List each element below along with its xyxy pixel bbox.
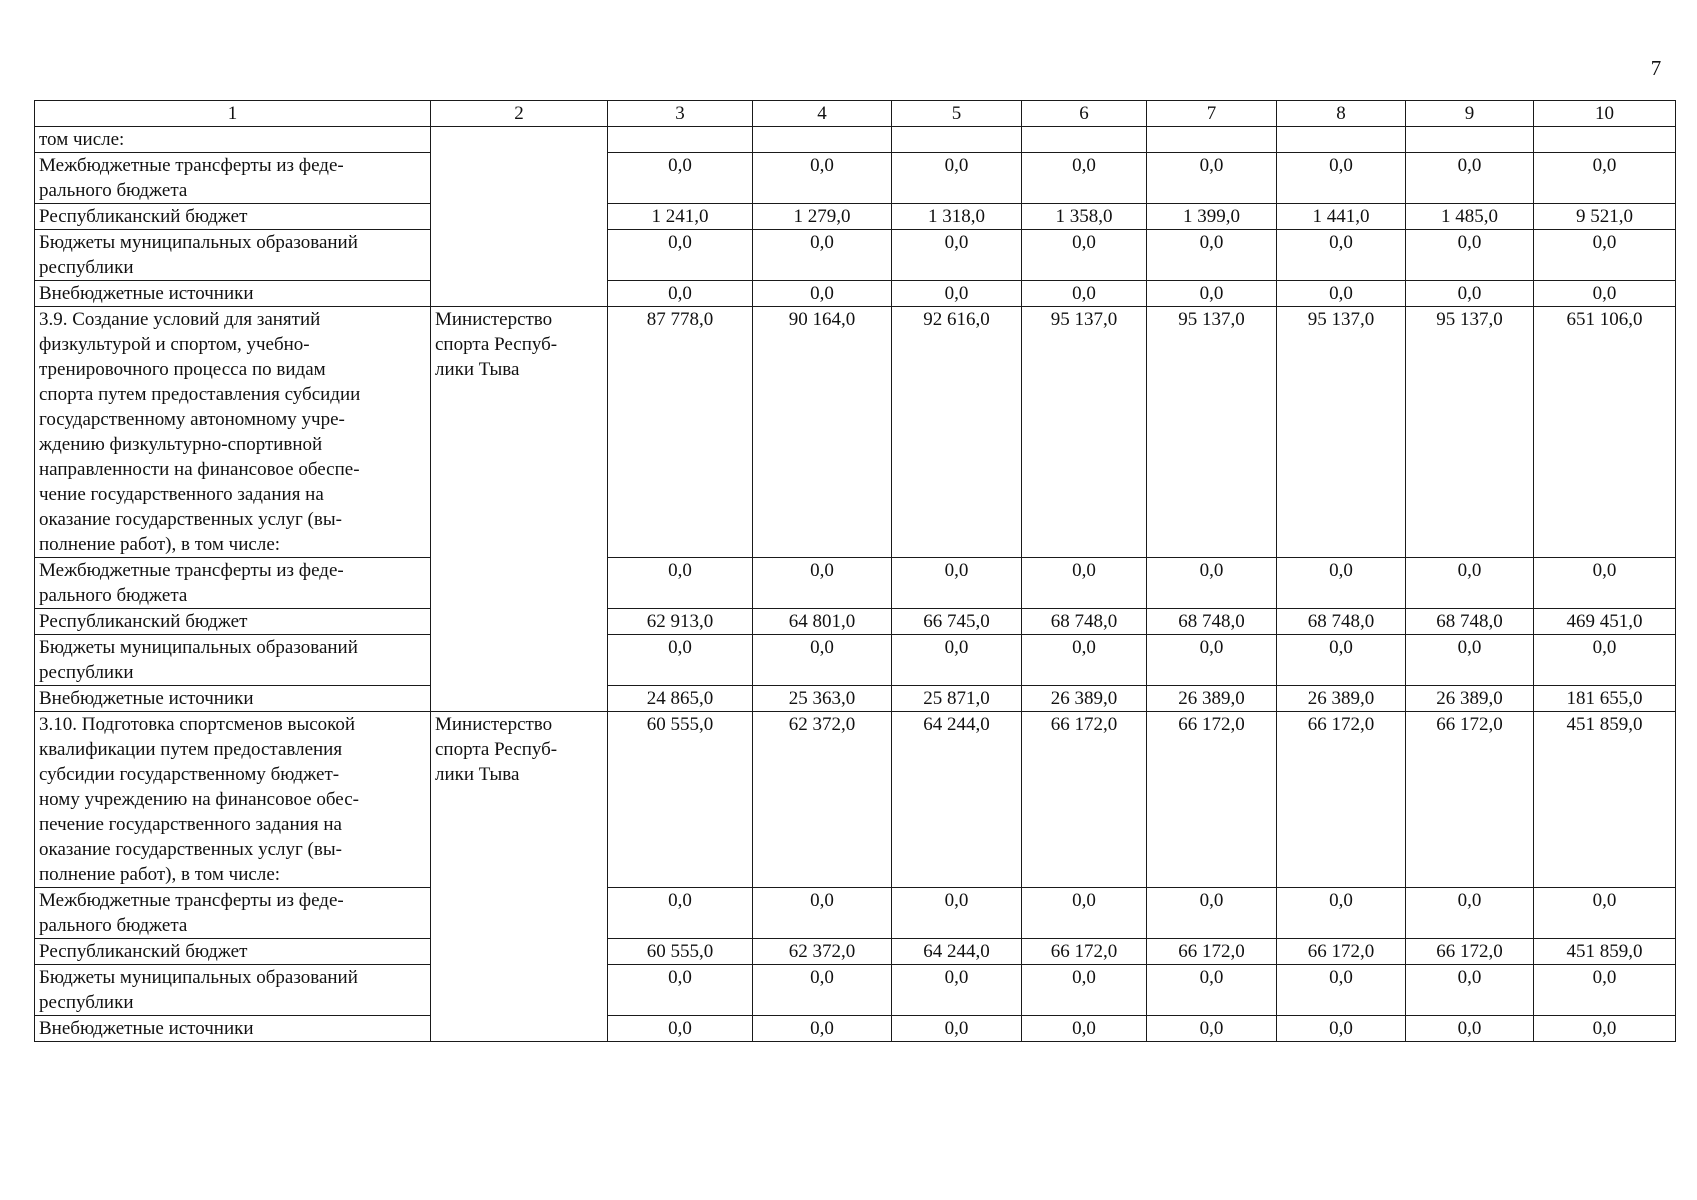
header-cell: 1: [35, 101, 431, 127]
header-cell: 9: [1406, 101, 1534, 127]
value-cell-col10: 181 655,0: [1534, 686, 1676, 712]
value-cell-col8: [1277, 127, 1406, 153]
table-row: [35, 635, 1676, 686]
value-cell-col9: 1 485,0: [1406, 204, 1534, 230]
value-cell-col3: 0,0: [608, 153, 753, 204]
header-cell: 2: [431, 101, 608, 127]
value-cell-col9: 0,0: [1406, 965, 1534, 1016]
value-cell-col7: 95 137,0: [1147, 307, 1277, 558]
value-cell-col4: 0,0: [753, 635, 892, 686]
header-cell: 8: [1277, 101, 1406, 127]
executor-cell: [431, 127, 608, 307]
value-cell-col3: 1 241,0: [608, 204, 753, 230]
value-cell-col6: 26 389,0: [1022, 686, 1147, 712]
value-cell-col6: 68 748,0: [1022, 609, 1147, 635]
value-cell-col6: 0,0: [1022, 230, 1147, 281]
value-cell-col7: 0,0: [1147, 888, 1277, 939]
value-cell-col5: 0,0: [892, 888, 1022, 939]
value-cell-col3: 87 778,0: [608, 307, 753, 558]
value-cell-col4: 62 372,0: [753, 712, 892, 888]
value-cell-col6: [1022, 127, 1147, 153]
table-row: [35, 204, 1676, 230]
value-cell-col10: 451 859,0: [1534, 712, 1676, 888]
row-name-cell: Бюджеты муниципальных образований республики: [35, 965, 431, 1016]
value-cell-col7: 0,0: [1147, 153, 1277, 204]
value-cell-col4: 1 279,0: [753, 204, 892, 230]
value-cell-col10: 0,0: [1534, 965, 1676, 1016]
value-cell-col8: 0,0: [1277, 230, 1406, 281]
value-cell-col7: 0,0: [1147, 1016, 1277, 1042]
value-cell-col5: 0,0: [892, 1016, 1022, 1042]
value-cell-col8: 0,0: [1277, 153, 1406, 204]
table-row: [35, 230, 1676, 281]
value-cell-col3: 62 913,0: [608, 609, 753, 635]
header-cell: 6: [1022, 101, 1147, 127]
value-cell-col3: 0,0: [608, 965, 753, 1016]
value-cell-col7: 66 172,0: [1147, 712, 1277, 888]
value-cell-col10: 9 521,0: [1534, 204, 1676, 230]
row-name-cell: Республиканский бюджет: [35, 609, 431, 635]
row-name-cell: Бюджеты муниципальных образований республики: [35, 635, 431, 686]
row-name-cell: Республиканский бюджет: [35, 204, 431, 230]
page-number: 7: [1650, 56, 1662, 80]
row-name-cell: Внебюджетные источники: [35, 281, 431, 307]
table-row: [35, 281, 1676, 307]
header-cell: 5: [892, 101, 1022, 127]
value-cell-col5: 0,0: [892, 635, 1022, 686]
value-cell-col4: 0,0: [753, 230, 892, 281]
value-cell-col9: 26 389,0: [1406, 686, 1534, 712]
value-cell-col5: [892, 127, 1022, 153]
value-cell-col3: 0,0: [608, 888, 753, 939]
value-cell-col8: 0,0: [1277, 281, 1406, 307]
value-cell-col7: 0,0: [1147, 230, 1277, 281]
value-cell-col6: 0,0: [1022, 888, 1147, 939]
value-cell-col8: 0,0: [1277, 635, 1406, 686]
header-cell: 4: [753, 101, 892, 127]
value-cell-col3: 0,0: [608, 281, 753, 307]
value-cell-col5: 64 244,0: [892, 712, 1022, 888]
value-cell-col7: 68 748,0: [1147, 609, 1277, 635]
header-cell: 3: [608, 101, 753, 127]
value-cell-col8: 0,0: [1277, 888, 1406, 939]
value-cell-col6: 95 137,0: [1022, 307, 1147, 558]
value-cell-col5: 0,0: [892, 965, 1022, 1016]
value-cell-col9: 0,0: [1406, 1016, 1534, 1042]
value-cell-col3: 24 865,0: [608, 686, 753, 712]
value-cell-col9: 0,0: [1406, 153, 1534, 204]
value-cell-col5: 92 616,0: [892, 307, 1022, 558]
value-cell-col9: 68 748,0: [1406, 609, 1534, 635]
value-cell-col7: 26 389,0: [1147, 686, 1277, 712]
row-name-cell: Бюджеты муниципальных образований республики: [35, 230, 431, 281]
table-row: [35, 686, 1676, 712]
value-cell-col5: 0,0: [892, 558, 1022, 609]
value-cell-col10: 0,0: [1534, 558, 1676, 609]
value-cell-col7: 1 399,0: [1147, 204, 1277, 230]
value-cell-col6: 0,0: [1022, 1016, 1147, 1042]
value-cell-col6: 0,0: [1022, 635, 1147, 686]
row-name-cell: Республиканский бюджет: [35, 939, 431, 965]
value-cell-col8: 0,0: [1277, 965, 1406, 1016]
value-cell-col3: 0,0: [608, 1016, 753, 1042]
value-cell-col5: 0,0: [892, 281, 1022, 307]
value-cell-col4: 0,0: [753, 1016, 892, 1042]
value-cell-col3: [608, 127, 753, 153]
table-row: [35, 965, 1676, 1016]
value-cell-col9: 95 137,0: [1406, 307, 1534, 558]
value-cell-col4: 90 164,0: [753, 307, 892, 558]
value-cell-col5: 0,0: [892, 230, 1022, 281]
value-cell-col3: 60 555,0: [608, 712, 753, 888]
table-row: [35, 1016, 1676, 1042]
row-name-cell: Межбюджетные трансферты из феде- рального бюджета: [35, 888, 431, 939]
value-cell-col7: 0,0: [1147, 965, 1277, 1016]
value-cell-col6: 66 172,0: [1022, 939, 1147, 965]
value-cell-col4: 0,0: [753, 965, 892, 1016]
value-cell-col7: 0,0: [1147, 635, 1277, 686]
value-cell-col8: 0,0: [1277, 558, 1406, 609]
header-cell: 10: [1534, 101, 1676, 127]
value-cell-col9: 0,0: [1406, 230, 1534, 281]
value-cell-col10: 0,0: [1534, 1016, 1676, 1042]
value-cell-col10: 0,0: [1534, 635, 1676, 686]
value-cell-col9: 66 172,0: [1406, 939, 1534, 965]
value-cell-col3: 60 555,0: [608, 939, 753, 965]
header-row: [35, 101, 1676, 127]
value-cell-col7: 66 172,0: [1147, 939, 1277, 965]
table-row: [35, 712, 1676, 888]
value-cell-col9: 0,0: [1406, 635, 1534, 686]
value-cell-col8: 1 441,0: [1277, 204, 1406, 230]
row-name-cell: Внебюджетные источники: [35, 1016, 431, 1042]
value-cell-col3: 0,0: [608, 635, 753, 686]
value-cell-col9: 66 172,0: [1406, 712, 1534, 888]
row-name-cell: 3.10. Подготовка спортсменов высокой квалификации путем предоставления субсидии государственному бюджет- ному учреждению на финансовое обес- печение государственного задания на оказание государственных услуг (вы- полнение работ), в том числе:: [35, 712, 431, 888]
value-cell-col4: 0,0: [753, 281, 892, 307]
value-cell-col6: 0,0: [1022, 153, 1147, 204]
header-cell: 7: [1147, 101, 1277, 127]
value-cell-col4: 0,0: [753, 558, 892, 609]
table-row: [35, 307, 1676, 558]
value-cell-col9: 0,0: [1406, 281, 1534, 307]
value-cell-col4: 0,0: [753, 888, 892, 939]
value-cell-col10: [1534, 127, 1676, 153]
table-row: [35, 127, 1676, 153]
value-cell-col7: 0,0: [1147, 281, 1277, 307]
value-cell-col4: 62 372,0: [753, 939, 892, 965]
row-name-cell: 3.9. Создание условий для занятий физкультурой и спортом, учебно- тренировочного процесса по видам спорта путем предоставления субсидии государственному автономному учре- ждению физкультурно-спортивной направленности на финансовое обеспе- чение государственного задания на оказание государственных услуг (вы- полнение работ), в том числе:: [35, 307, 431, 558]
value-cell-col8: 95 137,0: [1277, 307, 1406, 558]
value-cell-col6: 0,0: [1022, 965, 1147, 1016]
value-cell-col8: 66 172,0: [1277, 939, 1406, 965]
executor-cell: Министерство спорта Респуб- лики Тыва: [431, 307, 608, 712]
value-cell-col9: [1406, 127, 1534, 153]
value-cell-col10: 0,0: [1534, 281, 1676, 307]
value-cell-col8: 26 389,0: [1277, 686, 1406, 712]
value-cell-col10: 0,0: [1534, 230, 1676, 281]
row-name-cell: том числе:: [35, 127, 431, 153]
value-cell-col5: 64 244,0: [892, 939, 1022, 965]
value-cell-col8: 0,0: [1277, 1016, 1406, 1042]
value-cell-col4: 64 801,0: [753, 609, 892, 635]
value-cell-col4: 25 363,0: [753, 686, 892, 712]
value-cell-col7: [1147, 127, 1277, 153]
executor-cell: Министерство спорта Респуб- лики Тыва: [431, 712, 608, 1042]
table-row: [35, 558, 1676, 609]
row-name-cell: Межбюджетные трансферты из феде- рального бюджета: [35, 153, 431, 204]
value-cell-col10: 651 106,0: [1534, 307, 1676, 558]
value-cell-col6: 0,0: [1022, 281, 1147, 307]
value-cell-col4: 0,0: [753, 153, 892, 204]
value-cell-col9: 0,0: [1406, 558, 1534, 609]
table-row: [35, 888, 1676, 939]
value-cell-col8: 66 172,0: [1277, 712, 1406, 888]
value-cell-col10: 451 859,0: [1534, 939, 1676, 965]
value-cell-col8: 68 748,0: [1277, 609, 1406, 635]
value-cell-col9: 0,0: [1406, 888, 1534, 939]
value-cell-col6: 0,0: [1022, 558, 1147, 609]
value-cell-col5: 25 871,0: [892, 686, 1022, 712]
value-cell-col7: 0,0: [1147, 558, 1277, 609]
value-cell-col10: 0,0: [1534, 888, 1676, 939]
value-cell-col6: 1 358,0: [1022, 204, 1147, 230]
row-name-cell: Внебюджетные источники: [35, 686, 431, 712]
table-row: [35, 939, 1676, 965]
value-cell-col6: 66 172,0: [1022, 712, 1147, 888]
budget-table: [34, 100, 1676, 1042]
value-cell-col10: 0,0: [1534, 153, 1676, 204]
value-cell-col3: 0,0: [608, 558, 753, 609]
value-cell-col5: 66 745,0: [892, 609, 1022, 635]
value-cell-col4: [753, 127, 892, 153]
value-cell-col3: 0,0: [608, 230, 753, 281]
table-body: [35, 101, 1676, 1042]
row-name-cell: Межбюджетные трансферты из феде- рального бюджета: [35, 558, 431, 609]
value-cell-col5: 1 318,0: [892, 204, 1022, 230]
table-row: [35, 609, 1676, 635]
table-row: [35, 153, 1676, 204]
value-cell-col10: 469 451,0: [1534, 609, 1676, 635]
value-cell-col5: 0,0: [892, 153, 1022, 204]
